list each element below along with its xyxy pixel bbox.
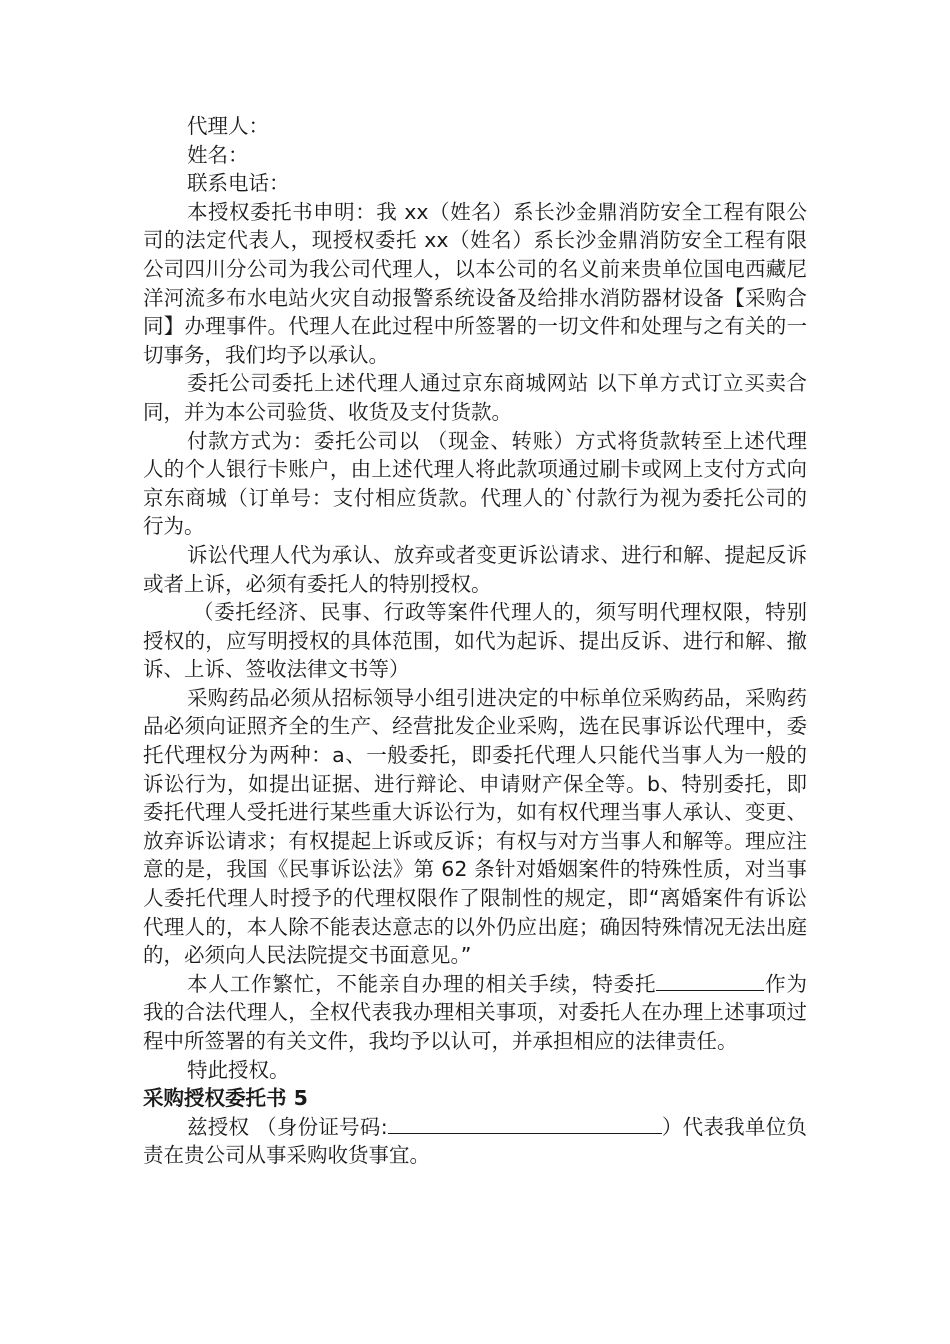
paragraph-jd-order: 委托公司委托上述代理人通过京东商城网站 以下单方式订立买卖合同，并为本公司验货、收货及支付货款。 (143, 371, 807, 424)
paragraph-litigation: 诉讼代理人代为承认、放弃或者变更诉讼请求、进行和解、提起反诉或者上诉，必须有委托人的特别授权。 (143, 542, 807, 596)
paragraph-payment: 付款方式为：委托公司以 （现金、转账）方式将货款转至上述代理人的个人银行卡账户，由上述代理人将此款项通过刷卡或网上支付方式向京东商城（订单号：支付相应货款。代理人的`付款行为视为委托公司的行为。 (143, 428, 807, 539)
paragraph-declaration: 本授权委托书申明：我 xx（姓名）系长沙金鼎消防安全工程有限公司的法定代表人，现授权委托 xx（姓名）系长沙金鼎消防安全工程有限公司四川分公司为我公司代理人，以本公司的名义前来贵单位国电西藏尼洋河流多布水电站火灾自动报警系统设备及给排水消防器材设备【采购合同】办理事件。代理人在此过程中所签署的一切文件和处理与之有关的一切事务，我们均予以承认。 (143, 199, 807, 367)
entrust-text-a: 本人工作繁忙，不能亲自办理的相关手续，特委托 (187, 971, 657, 996)
document-page (143, 112, 807, 1170)
authorize-text-a: 兹授权 （身份证号码: (187, 1114, 388, 1139)
authorize-text-b: ）代表我单位负责在贵公司从事采购收货事宜。 (143, 1114, 807, 1168)
phone-label: 联系电话： (187, 171, 290, 196)
paragraph-drug-purchase: 采购药品必须从招标领导小组引进决定的中标单位采购药品，采购药品必须向证照齐全的生产、经营批发企业采购，选在民事诉讼代理中，委托代理权分为两种：a、一般委托，即委托代理人只能代当事人为一般的诉讼行为，如提出证据、进行辩论、申请财产保全等。b、特别委托，即委托代理人受托进行某些重大诉讼行为，如有权代理当事人承认、变更、放弃诉讼请求；有权提起上诉或反诉；有权与对方当事人和解等。理应注意的是，我国《民事诉讼法》第 62 条针对婚姻案件的特殊性质，对当事人委托代理人时授予的代理权限作了限制性的规定，即“离婚案件有诉讼代理人的，本人除不能表达意志的以外仍应出庭；确因特殊情况无法出庭的，必须向人民法院提交书面意见。” (143, 685, 807, 968)
paragraph-hereby: 特此授权。 (187, 1057, 290, 1082)
paragraph-authorize (143, 1113, 807, 1170)
paragraph-entrust (143, 970, 807, 1056)
name-label: 姓名： (187, 142, 249, 167)
agent-blank-line (656, 970, 764, 991)
agent-label: 代理人： (187, 114, 269, 138)
section-heading: 采购授权委托书 5 (143, 1086, 308, 1111)
entrust-text-b: 作为我的合法代理人，全权代表我办理相关事项，对委托人在办理上述事项过程中所签署的有关文件，我均予以认可，并承担相应的法律责任。 (143, 971, 808, 1053)
id-number-blank-line (388, 1113, 662, 1134)
paragraph-note: （委托经济、民事、行政等案件代理人的，须写明代理权限，特别授权的，应写明授权的具体范围，如代为起诉、提出反诉、进行和解、撤诉、上诉、签收法律文书等） (143, 600, 807, 682)
